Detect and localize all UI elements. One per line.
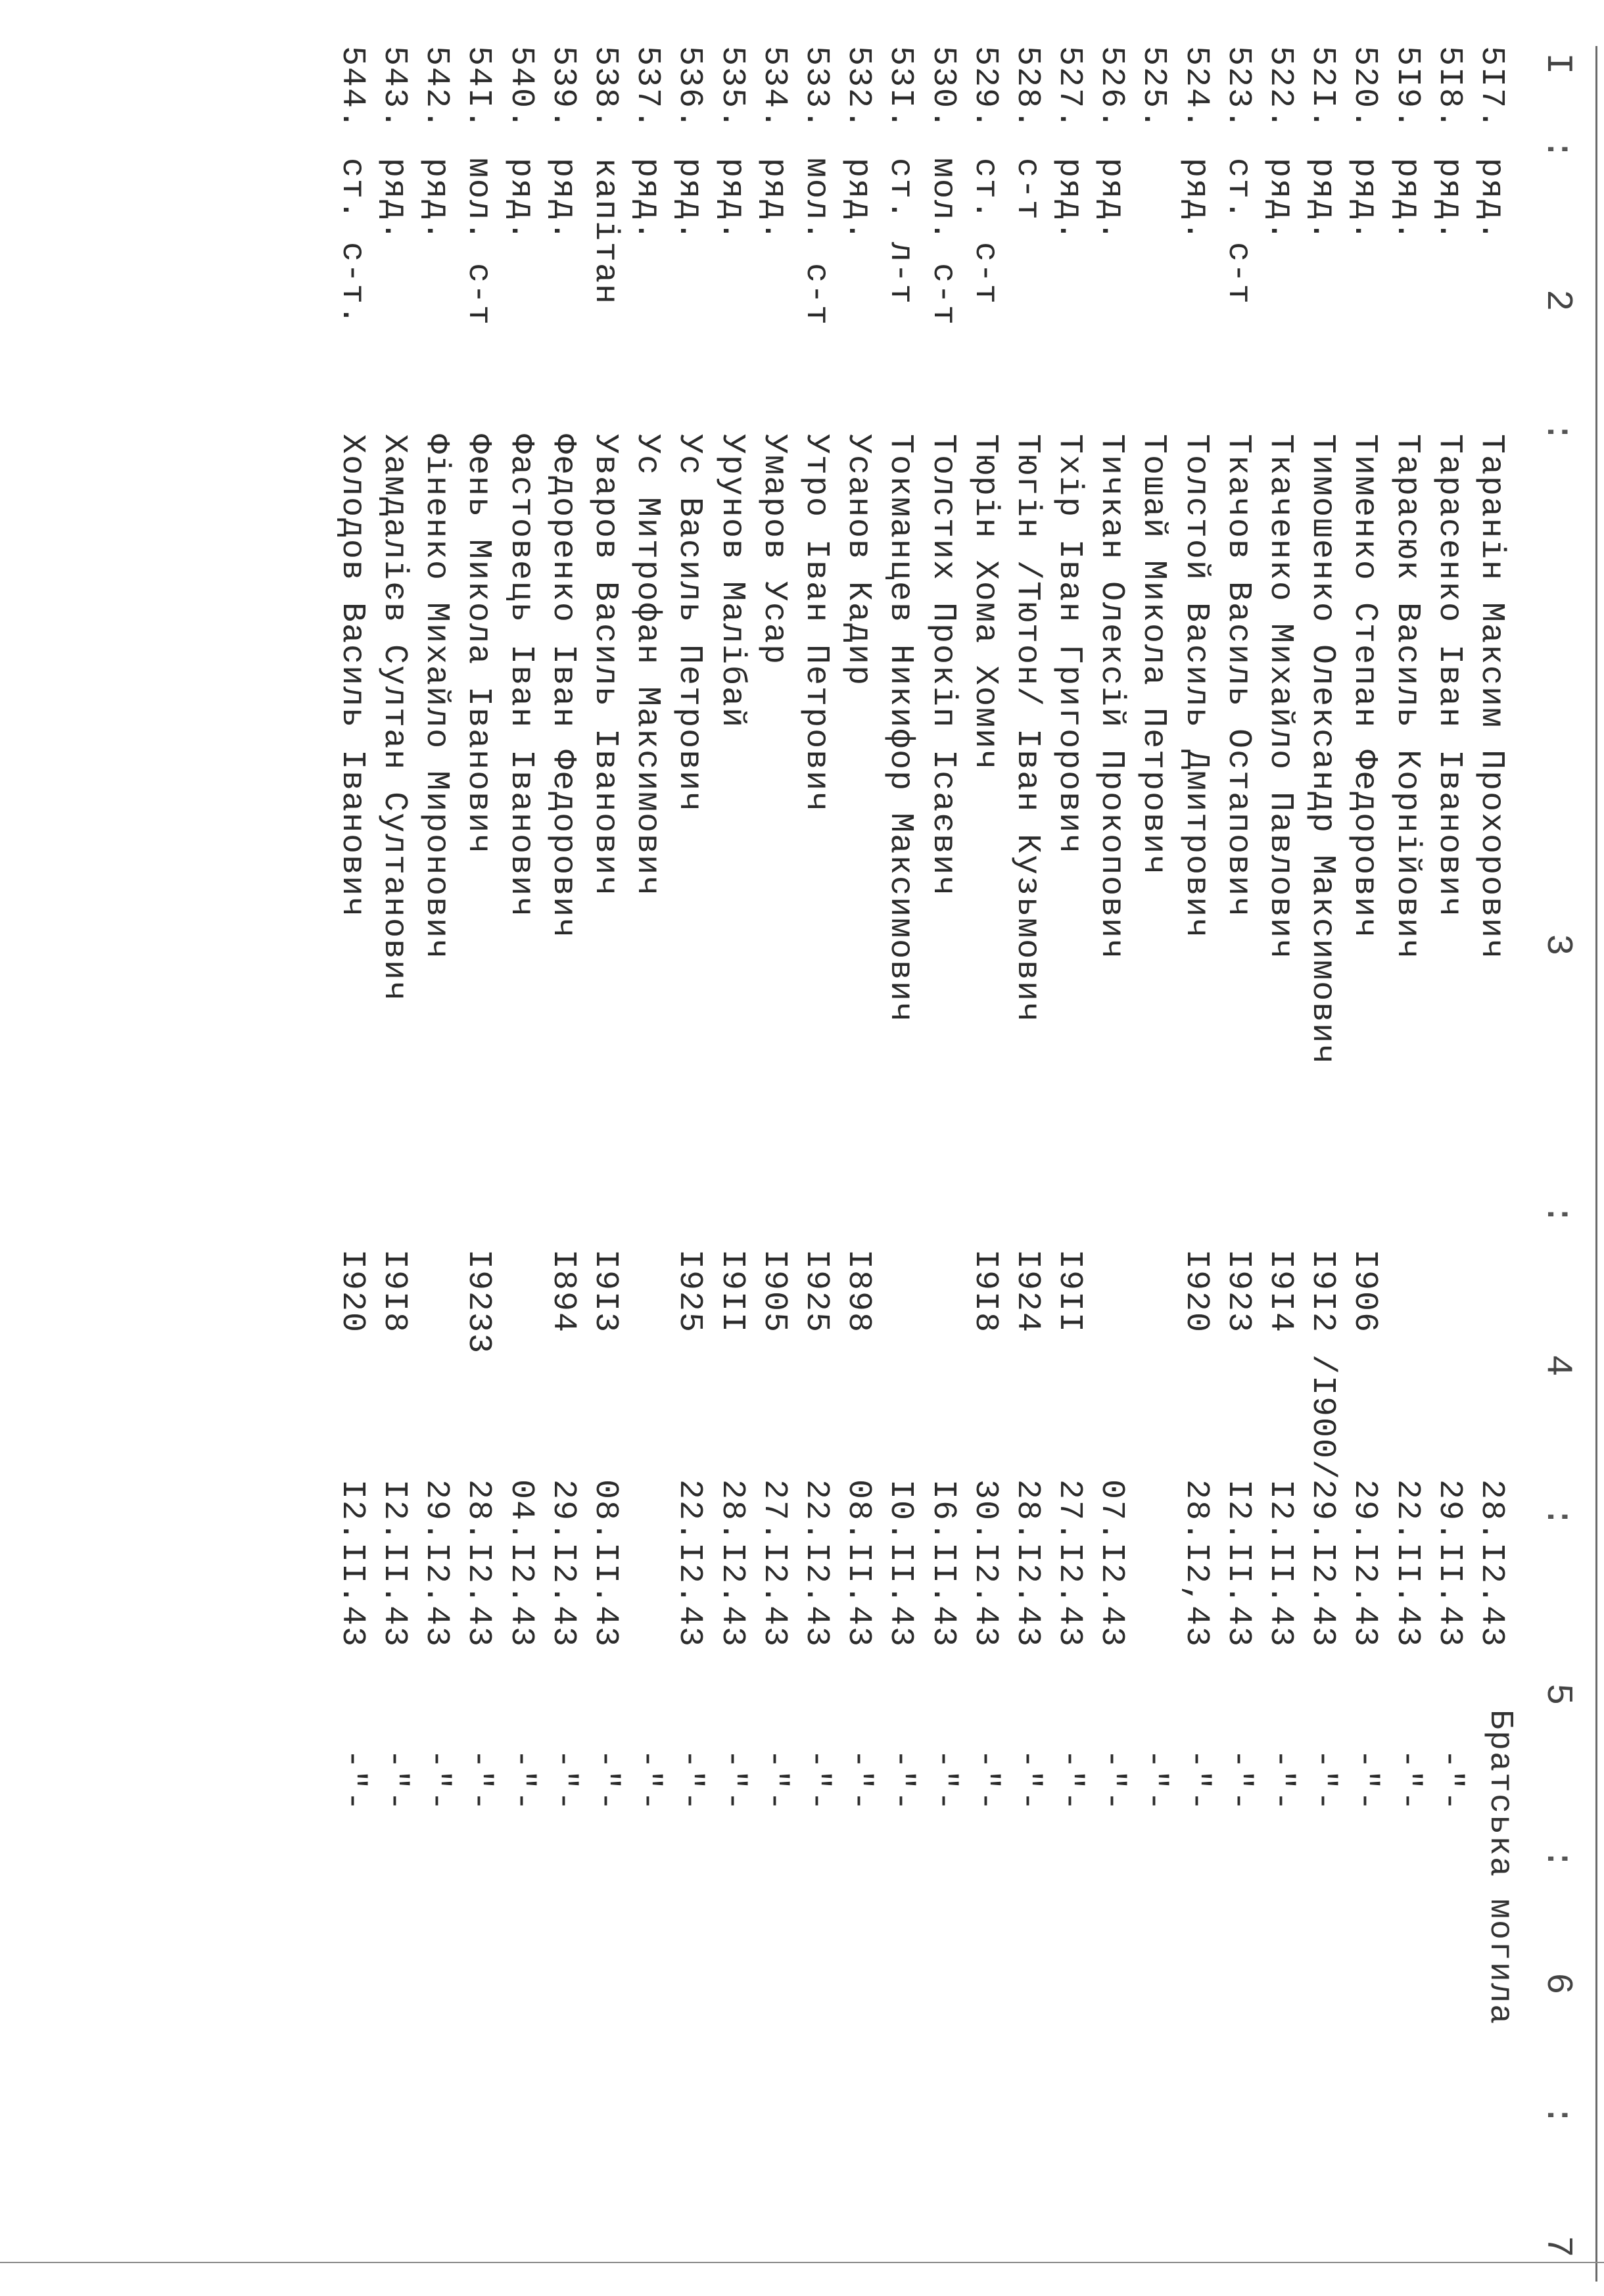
record-name: Фіненко Михайло Миронович bbox=[417, 434, 456, 961]
table-row bbox=[710, 0, 752, 2296]
record-death-date: 28.I2,43 bbox=[1177, 1479, 1215, 1648]
column-separator: : bbox=[1537, 2104, 1579, 2128]
record-rank: ст. с-т bbox=[966, 158, 1004, 306]
record-name: Урунов Малібай bbox=[713, 434, 751, 729]
record-rank: ряд. bbox=[713, 158, 751, 243]
record-name: Толстих Прокіп Ісаєвич bbox=[924, 434, 962, 897]
record-death-date: 22.I2.43 bbox=[671, 1479, 709, 1648]
record-number: 529. bbox=[966, 46, 1004, 131]
record-number: 5I7. bbox=[1473, 46, 1510, 131]
record-number: 544. bbox=[333, 46, 371, 131]
record-number: 5I9. bbox=[1388, 46, 1426, 131]
record-rank: мол. с-т bbox=[460, 158, 498, 327]
column-header-2: 2 bbox=[1537, 289, 1579, 313]
record-rank: ряд. bbox=[1430, 158, 1468, 243]
record-birth-year: I9I2 /I900/ bbox=[1304, 1249, 1342, 1481]
record-burial-place: -"- bbox=[797, 1749, 835, 1813]
table-row bbox=[584, 0, 626, 2296]
record-burial-place: -"- bbox=[1346, 1749, 1384, 1813]
record-death-date: 28.I2.43 bbox=[1008, 1479, 1046, 1648]
record-burial-place: -"- bbox=[1008, 1749, 1046, 1813]
record-burial-place: -"- bbox=[1430, 1749, 1468, 1813]
record-number: 522. bbox=[1262, 46, 1300, 131]
record-birth-year: I9I8 bbox=[966, 1249, 1004, 1334]
top-rule-line bbox=[1595, 46, 1604, 2282]
record-burial-place: -"- bbox=[375, 1749, 413, 1813]
record-name: Тименко Степан Федорович bbox=[1346, 434, 1384, 940]
record-burial-place: -"- bbox=[628, 1749, 667, 1813]
record-rank: капітан bbox=[586, 158, 625, 306]
record-number: 537. bbox=[628, 46, 667, 131]
record-rank: мол. с-т bbox=[924, 158, 962, 327]
record-rank: ст. л-т bbox=[882, 158, 920, 306]
record-burial-place: -"- bbox=[544, 1749, 582, 1813]
record-death-date: 27.I2.43 bbox=[755, 1479, 793, 1648]
record-rank: ряд. bbox=[671, 158, 709, 243]
record-burial-place: -"- bbox=[1050, 1749, 1089, 1813]
record-rank: ряд. bbox=[417, 158, 456, 243]
table-row bbox=[1428, 0, 1470, 2296]
record-death-date: I2.II.43 bbox=[375, 1479, 413, 1648]
record-number: 538. bbox=[586, 46, 625, 131]
record-burial-place: -"- bbox=[1177, 1749, 1215, 1813]
record-burial-place: -"- bbox=[966, 1749, 1004, 1813]
table-row bbox=[1343, 0, 1385, 2296]
table-row bbox=[1048, 0, 1090, 2296]
record-rank: мол. с-т bbox=[797, 158, 835, 327]
record-birth-year: I894 bbox=[544, 1249, 582, 1334]
table-row bbox=[1132, 0, 1174, 2296]
record-burial-place: -"- bbox=[755, 1749, 793, 1813]
table-row bbox=[457, 0, 499, 2296]
record-burial-place: -"- bbox=[1135, 1749, 1173, 1813]
record-name: Усанов Кадир bbox=[839, 434, 878, 687]
record-rank: ряд. bbox=[1388, 158, 1426, 243]
record-burial-place: -"- bbox=[1219, 1749, 1257, 1813]
record-birth-year: I9II bbox=[1050, 1249, 1089, 1334]
record-birth-year: I920 bbox=[1177, 1249, 1215, 1334]
column-header-7: 7 bbox=[1537, 2236, 1579, 2259]
table-row bbox=[1470, 0, 1512, 2296]
record-burial-place: -"- bbox=[713, 1749, 751, 1813]
record-death-date: I6.II.43 bbox=[924, 1479, 962, 1648]
record-rank: ряд. bbox=[1346, 158, 1384, 243]
record-name: Токманцев Никифор Максимович bbox=[882, 434, 920, 1024]
table-row bbox=[964, 0, 1006, 2296]
table-row bbox=[626, 0, 668, 2296]
table-row bbox=[331, 0, 373, 2296]
record-death-date: I2.II.43 bbox=[333, 1479, 371, 1648]
burial-column-title: Братська могила bbox=[1481, 1710, 1519, 2026]
record-birth-year: I906 bbox=[1346, 1249, 1384, 1334]
table-row bbox=[753, 0, 795, 2296]
record-burial-place: -"- bbox=[1093, 1749, 1131, 1813]
record-rank: ряд. bbox=[544, 158, 582, 243]
record-rank: ряд. bbox=[628, 158, 667, 243]
record-burial-place: -"- bbox=[333, 1749, 371, 1813]
record-death-date: 08.II.43 bbox=[586, 1479, 625, 1648]
column-header-row bbox=[1526, 0, 1579, 2296]
record-name: Холодов Василь Іванович bbox=[333, 434, 371, 919]
table-row bbox=[668, 0, 710, 2296]
record-burial-place: -"- bbox=[586, 1749, 625, 1813]
record-rank: ряд. bbox=[1093, 158, 1131, 243]
record-rank: ряд. bbox=[1262, 158, 1300, 243]
record-birth-year: I9I4 bbox=[1262, 1249, 1300, 1334]
column-header-4: 4 bbox=[1537, 1354, 1579, 1378]
record-death-date: 29.I2.43 bbox=[417, 1479, 456, 1648]
record-burial-place: -"- bbox=[1262, 1749, 1300, 1813]
record-rank: ряд. bbox=[839, 158, 878, 243]
record-number: 540. bbox=[502, 46, 540, 131]
record-name: Тичкан Олексій Прокопович bbox=[1093, 434, 1131, 961]
table-row bbox=[1175, 0, 1217, 2296]
record-burial-place: -"- bbox=[502, 1749, 540, 1813]
record-death-date: 28.I2.43 bbox=[713, 1479, 751, 1648]
record-name: Тюгін /Тютон/ Іван Кузьмович bbox=[1008, 434, 1046, 1024]
record-number: 534. bbox=[755, 46, 793, 131]
record-name: Ус Митрофан Максимович bbox=[628, 434, 667, 897]
record-birth-year: I9I3 bbox=[586, 1249, 625, 1334]
record-rank: ряд. bbox=[1473, 158, 1510, 243]
record-number: 52I. bbox=[1304, 46, 1342, 131]
column-header-5: 5 bbox=[1537, 1683, 1579, 1707]
record-birth-year: I9I8 bbox=[375, 1249, 413, 1334]
record-number: 523. bbox=[1219, 46, 1257, 131]
record-number: 533. bbox=[797, 46, 835, 131]
table-row bbox=[921, 0, 963, 2296]
record-name: Ткачов Василь Остапович bbox=[1219, 434, 1257, 919]
record-name: Тошай Микола Петрович bbox=[1135, 434, 1173, 876]
record-death-date: 07.I2.43 bbox=[1093, 1479, 1131, 1648]
record-name: Тарасенко Іван Іванович bbox=[1430, 434, 1468, 919]
record-rank: ст. с-т bbox=[1219, 158, 1257, 306]
record-name: Тхір Іван Григорович bbox=[1050, 434, 1089, 855]
record-death-date: 28.I2.43 bbox=[1473, 1479, 1510, 1648]
table-row bbox=[1217, 0, 1259, 2296]
record-number: 532. bbox=[839, 46, 878, 131]
record-rank: ряд. bbox=[1177, 158, 1215, 243]
record-birth-year: I9233 bbox=[460, 1249, 498, 1355]
record-number: 54I. bbox=[460, 46, 498, 131]
record-number: 536. bbox=[671, 46, 709, 131]
column-separator: : bbox=[1537, 1506, 1579, 1529]
record-name: Фастовець Іван Іванович bbox=[502, 434, 540, 919]
record-burial-place: -"- bbox=[924, 1749, 962, 1813]
record-number: 528. bbox=[1008, 46, 1046, 131]
table-row bbox=[1385, 0, 1427, 2296]
table-row bbox=[1259, 0, 1301, 2296]
record-number: 53I. bbox=[882, 46, 920, 131]
record-death-date: 29.I2.43 bbox=[1304, 1479, 1342, 1648]
record-name: Толстой Василь Дмитрович bbox=[1177, 434, 1215, 940]
record-name: Тарасюк Василь Корнійович bbox=[1388, 434, 1426, 961]
record-death-date: 28.I2.43 bbox=[460, 1479, 498, 1648]
record-number: 524. bbox=[1177, 46, 1215, 131]
record-birth-year: I924 bbox=[1008, 1249, 1046, 1334]
record-burial-place: -"- bbox=[417, 1749, 456, 1813]
page-edge-line bbox=[0, 2262, 1604, 2263]
record-rank: ряд. bbox=[1304, 158, 1342, 243]
record-birth-year: I925 bbox=[671, 1249, 709, 1334]
record-name: Фень Микола Іванович bbox=[460, 434, 498, 855]
column-header-6: 6 bbox=[1537, 1973, 1579, 1996]
table-row bbox=[1090, 0, 1132, 2296]
column-header-3: 3 bbox=[1537, 934, 1579, 957]
record-name: Таранін Максим Прохорович bbox=[1473, 434, 1510, 961]
record-death-date: 27.I2.43 bbox=[1050, 1479, 1089, 1648]
table-row bbox=[879, 0, 921, 2296]
record-birth-year: I898 bbox=[839, 1249, 878, 1334]
record-number: 543. bbox=[375, 46, 413, 131]
record-rank: ряд. bbox=[502, 158, 540, 243]
record-death-date: 08.II.43 bbox=[839, 1479, 878, 1648]
record-number: 542. bbox=[417, 46, 456, 131]
record-number: 539. bbox=[544, 46, 582, 131]
record-number: 520. bbox=[1346, 46, 1384, 131]
record-death-date: 29.I2.43 bbox=[1346, 1479, 1384, 1648]
record-rank: ст. с-т. bbox=[333, 158, 371, 327]
record-burial-place: -"- bbox=[460, 1749, 498, 1813]
record-burial-place: -"- bbox=[1304, 1749, 1342, 1813]
record-table bbox=[331, 0, 1512, 2296]
table-row bbox=[500, 0, 542, 2296]
record-death-date: 04.I2.43 bbox=[502, 1479, 540, 1648]
record-rank: ряд. bbox=[755, 158, 793, 243]
record-name: Тимошенко Олександр Максимович bbox=[1304, 434, 1342, 1066]
record-number: 535. bbox=[713, 46, 751, 131]
record-name: Хамдалієв Султан Султанович bbox=[375, 434, 413, 1003]
record-birth-year: I9II bbox=[713, 1249, 751, 1334]
table-row bbox=[837, 0, 879, 2296]
record-number: 526. bbox=[1093, 46, 1131, 131]
table-row bbox=[1006, 0, 1048, 2296]
column-separator: : bbox=[1537, 1203, 1579, 1227]
record-birth-year: I925 bbox=[797, 1249, 835, 1334]
table-row bbox=[1301, 0, 1343, 2296]
record-death-date: 29.I2.43 bbox=[544, 1479, 582, 1648]
record-death-date: I0.II.43 bbox=[882, 1479, 920, 1648]
table-row bbox=[795, 0, 837, 2296]
record-name: Тюрін Хома Хомич bbox=[966, 434, 1004, 771]
column-separator: : bbox=[1537, 138, 1579, 162]
record-name: Ткаченко Михайло Павлович bbox=[1262, 434, 1300, 961]
record-death-date: 22.II.43 bbox=[1388, 1479, 1426, 1648]
record-number: 5I8. bbox=[1430, 46, 1468, 131]
record-name: Уваров Василь Іванович bbox=[586, 434, 625, 897]
record-rank: ряд. bbox=[375, 158, 413, 243]
table-row bbox=[415, 0, 457, 2296]
column-separator: : bbox=[1537, 1848, 1579, 1871]
record-birth-year: I920 bbox=[333, 1249, 371, 1334]
record-death-date: I2.II.43 bbox=[1219, 1479, 1257, 1648]
record-burial-place: -"- bbox=[882, 1749, 920, 1813]
record-rank: ряд. bbox=[1050, 158, 1089, 243]
record-death-date: 22.I2.43 bbox=[797, 1479, 835, 1648]
record-birth-year: I923 bbox=[1219, 1249, 1257, 1334]
record-burial-place: -"- bbox=[1388, 1749, 1426, 1813]
table-row bbox=[542, 0, 584, 2296]
record-birth-year: I905 bbox=[755, 1249, 793, 1334]
record-number: 530. bbox=[924, 46, 962, 131]
record-name: Умаров Усар bbox=[755, 434, 793, 666]
record-burial-place: -"- bbox=[839, 1749, 878, 1813]
table-row bbox=[373, 0, 415, 2296]
record-name: Утро Іван Петрович bbox=[797, 434, 835, 813]
record-burial-place: -"- bbox=[671, 1749, 709, 1813]
column-header-1: I bbox=[1537, 53, 1579, 76]
record-name: Ус Василь Петрович bbox=[671, 434, 709, 813]
record-number: 527. bbox=[1050, 46, 1089, 131]
record-name: Федоренко Іван Федорович bbox=[544, 434, 582, 940]
column-separator: : bbox=[1537, 421, 1579, 444]
record-death-date: 30.I2.43 bbox=[966, 1479, 1004, 1648]
record-death-date: 29.II.43 bbox=[1430, 1479, 1468, 1648]
record-rank: с-т bbox=[1008, 158, 1046, 222]
record-number: 525. bbox=[1135, 46, 1173, 131]
record-death-date: I2.II.43 bbox=[1262, 1479, 1300, 1648]
